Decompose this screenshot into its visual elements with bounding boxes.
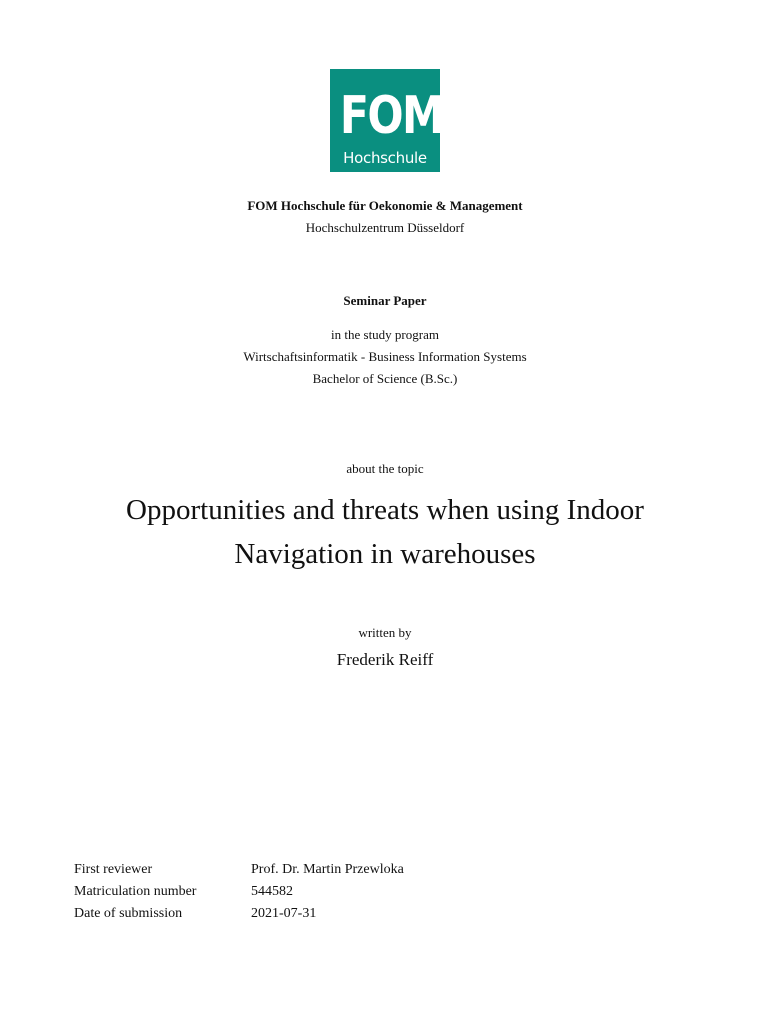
program-intro: in the study program bbox=[331, 327, 439, 342]
paper-title-line-2: Navigation in warehouses bbox=[234, 538, 536, 570]
meta-label: First reviewer bbox=[74, 862, 153, 877]
author-intro: written by bbox=[358, 625, 412, 640]
meta-row bbox=[74, 859, 404, 881]
logo-sub-text: Hochschule bbox=[343, 149, 427, 167]
meta-value: 544582 bbox=[251, 884, 293, 899]
program-name: Wirtschaftsinformatik - Business Information Systems bbox=[243, 349, 527, 364]
submission-details bbox=[74, 859, 404, 925]
institution-center: Hochschulzentrum Düsseldorf bbox=[305, 220, 465, 235]
meta-label: Date of submission bbox=[74, 906, 183, 921]
meta-row bbox=[74, 881, 404, 903]
meta-row bbox=[74, 903, 404, 925]
meta-value: 2021-07-31 bbox=[251, 906, 317, 921]
meta-label: Matriculation number bbox=[74, 884, 197, 899]
fom-logo bbox=[330, 69, 443, 172]
topic-intro: about the topic bbox=[346, 461, 424, 476]
institution-name: FOM Hochschule für Oekonomie & Management bbox=[247, 198, 523, 213]
paper-title-line-1: Opportunities and threats when using Indoor bbox=[126, 494, 644, 526]
paper-type: Seminar Paper bbox=[343, 293, 427, 308]
logo-main-text: FOM bbox=[339, 86, 443, 146]
author-name: Frederik Reiff bbox=[336, 650, 434, 669]
program-degree: Bachelor of Science (B.Sc.) bbox=[312, 371, 458, 386]
meta-value: Prof. Dr. Martin Przewloka bbox=[251, 862, 404, 877]
